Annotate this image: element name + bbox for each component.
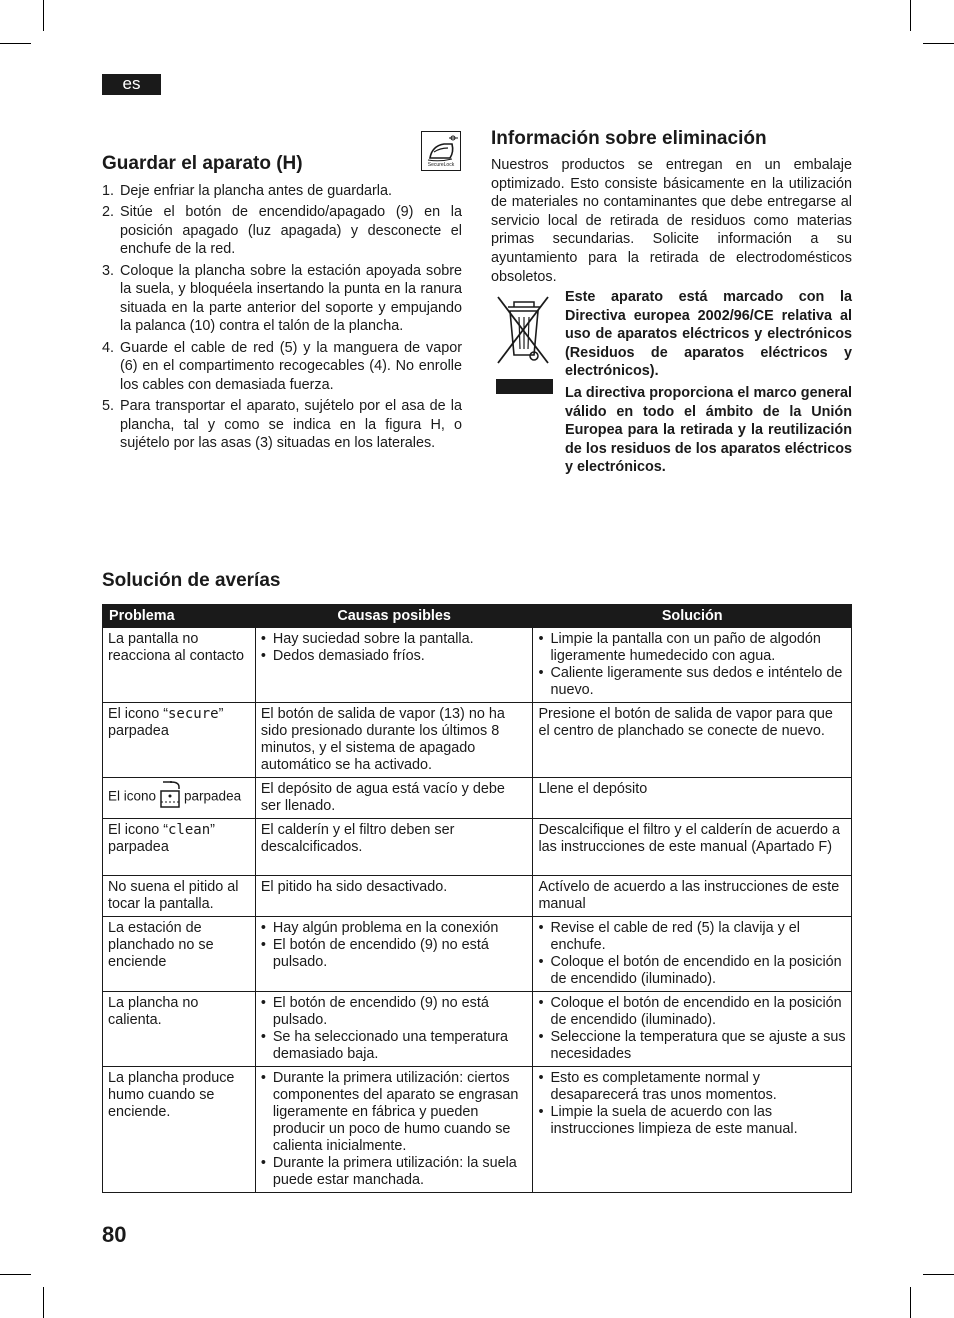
list-item: • Revise el cable de red (5) la clavija y el enchufe. bbox=[538, 920, 846, 954]
cell-problema bbox=[103, 819, 256, 876]
table-row bbox=[103, 703, 852, 778]
language-tab: es bbox=[102, 74, 161, 95]
solution-text: Presione el botón de salida de vapor para que el centro de planchado se conecte de nuevo. bbox=[538, 706, 833, 739]
crop-mark bbox=[910, 0, 911, 31]
list-item: • Durante la primera utilización: ciertos componentes del aparato se engrasan ligeramente en fábrica y pueden producir un poco de humo cuando se calienta inicialmente. bbox=[261, 1070, 528, 1155]
list-item bbox=[102, 339, 462, 395]
problem-text: No suena el pitido al tocar la pantalla. bbox=[108, 879, 239, 912]
crossed-out-wheelie-bin-icon bbox=[494, 291, 554, 396]
cell-causas bbox=[255, 992, 533, 1067]
table-row bbox=[103, 628, 852, 703]
cell-solucion bbox=[533, 1067, 852, 1193]
step-number: 2. bbox=[102, 204, 115, 221]
step-text: Para transportar el aparato, sujételo por el asa de la plancha, tal y como se indica en la figura H, o sujételo por las asas (3) situadas en los laterales. bbox=[120, 397, 462, 452]
step-number: 1. bbox=[102, 183, 115, 199]
cell-solucion bbox=[533, 992, 852, 1067]
table-row bbox=[103, 819, 852, 876]
list-item bbox=[102, 182, 462, 201]
table-header-row bbox=[103, 605, 852, 628]
cell-solucion bbox=[533, 703, 852, 778]
problem-text: ” parpadea bbox=[108, 706, 224, 739]
eliminacion-bold-1: Este aparato está marcado con la Directiva europea 2002/96/CE relativa al uso de aparatos eléctricos y electrónicos (Residuos de aparatos eléctricos y electrónicos). bbox=[565, 289, 852, 380]
secure-lock-iron-icon bbox=[421, 131, 461, 171]
cell-problema bbox=[103, 876, 256, 917]
bullet-list bbox=[261, 1070, 528, 1189]
cell-solucion bbox=[533, 819, 852, 876]
solution-text: Llene el depósito bbox=[538, 781, 648, 797]
list-item: • Dedos demasiado fríos. bbox=[261, 648, 528, 665]
eliminacion-bold-2: La directiva proporciona el marco general válido en todo el ámbito de la Unión Europea para la retirada y la reutilización de los residuos de los aparatos eléctricos y electrónicos. bbox=[565, 385, 852, 476]
secure-lock-label: SecureLock bbox=[427, 162, 455, 168]
list-item: • Hay algún problema en la conexión bbox=[261, 920, 528, 937]
header-causas: Causas posibles bbox=[255, 605, 533, 628]
guardar-steps bbox=[102, 182, 462, 455]
step-text: Guarde el cable de red (5) y la manguera de vapor (6) en el compartimento recogecables (4). No enrolle los cables con demasiada fuerza. bbox=[120, 339, 462, 393]
cell-problema bbox=[103, 778, 256, 819]
cell-causas bbox=[255, 703, 533, 778]
problem-text: El icono “ bbox=[108, 706, 168, 722]
cell-problema bbox=[103, 1067, 256, 1193]
troubleshooting-table bbox=[102, 604, 852, 1193]
step-text: Deje enfriar la plancha antes de guardarla. bbox=[120, 183, 392, 199]
header-solucion: Solución bbox=[533, 605, 852, 628]
crop-mark bbox=[923, 43, 954, 44]
bullet-list bbox=[261, 631, 528, 665]
table-row bbox=[103, 1067, 852, 1193]
table-row bbox=[103, 992, 852, 1067]
problem-text: ” parpadea bbox=[108, 822, 215, 855]
cause-text: El calderín y el filtro deben ser descalcificados. bbox=[260, 822, 455, 855]
cell-problema bbox=[103, 992, 256, 1067]
list-item: • El botón de encendido (9) no está pulsado. bbox=[261, 937, 528, 971]
page-number: 80 bbox=[102, 1222, 127, 1247]
step-number: 3. bbox=[102, 262, 115, 279]
cell-causas bbox=[255, 917, 533, 992]
list-item: • El botón de encendido (9) no está pulsado. bbox=[261, 995, 528, 1029]
table-row bbox=[103, 917, 852, 992]
cell-causas bbox=[255, 628, 533, 703]
problem-text: La estación de planchado no se enciende bbox=[108, 920, 214, 970]
solution-text: Descalcifique el filtro y el calderín de acuerdo a las instrucciones de este manual (Apartado F) bbox=[538, 822, 841, 855]
cell-causas bbox=[255, 778, 533, 819]
problem-text: La pantalla no reacciona al contacto bbox=[108, 631, 244, 664]
cause-text: El botón de salida de vapor (13) no ha sido presionado durante los últimos 8 minutos, y el sistema de apagado automático se ha activado. bbox=[260, 706, 505, 773]
list-item: • Caliente ligeramente sus dedos e inténtelo de nuevo. bbox=[538, 665, 846, 699]
problem-text: La plancha no calienta. bbox=[108, 995, 199, 1028]
list-item: • Limpie la suela de acuerdo con las instrucciones limpieza de este manual. bbox=[538, 1104, 846, 1138]
display-code: secure bbox=[168, 706, 219, 722]
list-item: • Se ha seleccionado una temperatura demasiado baja. bbox=[261, 1029, 528, 1063]
cause-text: El pitido ha sido desactivado. bbox=[260, 879, 448, 895]
list-item: • Esto es completamente normal y desaparecerá tras unos momentos. bbox=[538, 1070, 846, 1104]
crop-mark bbox=[923, 1274, 954, 1275]
table-row bbox=[103, 876, 852, 917]
solution-text: Actívelo de acuerdo a las instrucciones de este manual bbox=[538, 879, 840, 912]
cell-causas bbox=[255, 876, 533, 917]
cell-causas bbox=[255, 819, 533, 876]
cell-problema bbox=[103, 628, 256, 703]
cell-problema bbox=[103, 917, 256, 992]
cell-solucion bbox=[533, 876, 852, 917]
step-text: Coloque la plancha sobre la estación apoyada sobre la suela, y bloquéela insertando la punta en la ranura situada en la parte anterior del soporte y empujando la palanca (10) contra el talón de la plancha. bbox=[120, 262, 462, 335]
list-item: • Seleccione la temperatura que se ajuste a sus necesidades bbox=[538, 1029, 846, 1063]
eliminacion-title: Información sobre eliminación bbox=[491, 128, 767, 149]
display-code: clean bbox=[168, 822, 211, 838]
problem-text: El icono “ bbox=[108, 822, 168, 838]
averias-title: Solución de averías bbox=[102, 570, 281, 591]
step-number: 5. bbox=[102, 397, 115, 414]
list-item bbox=[102, 262, 462, 336]
cell-solucion bbox=[533, 917, 852, 992]
table-row bbox=[103, 778, 852, 819]
problem-text: El icono bbox=[108, 788, 157, 804]
list-item: • Durante la primera utilización: la suela puede estar manchada. bbox=[261, 1155, 528, 1189]
cell-solucion bbox=[533, 628, 852, 703]
list-item: • Limpie la pantalla con un paño de algodón ligeramente humedecido con agua. bbox=[538, 631, 846, 665]
bullet-list bbox=[261, 995, 528, 1063]
list-item: • Coloque el botón de encendido en la posición de encendido (iluminado). bbox=[538, 954, 846, 988]
problem-text: parpadea bbox=[184, 788, 242, 804]
list-item bbox=[102, 397, 462, 453]
list-item: • Hay suciedad sobre la pantalla. bbox=[261, 631, 528, 648]
bullet-list bbox=[261, 920, 528, 971]
cell-solucion bbox=[533, 778, 852, 819]
guardar-title: Guardar el aparato (H) bbox=[102, 153, 303, 174]
eliminacion-intro: Nuestros productos se entregan en un embalaje optimizado. Esto consiste básicamente en la utilización de materiales no contaminantes que debe entregarse al servicio local de retirada de residuos como materias primas secundarias. Solicite información a su ayuntamiento para la retirada de electrodomésticos obsoletos. bbox=[491, 157, 852, 285]
step-number: 4. bbox=[102, 339, 115, 356]
cause-text: El depósito de agua está vacío y debe ser llenado. bbox=[260, 781, 505, 814]
step-text: Sitúe el botón de encendido/apagado (9) en la posición apagado (luz apagada) y desconecte el enchufe de la red. bbox=[120, 204, 462, 258]
list-item: • Coloque el botón de encendido en la posición de encendido (iluminado). bbox=[538, 995, 846, 1029]
header-problema: Problema bbox=[103, 605, 256, 628]
water-tank-icon bbox=[159, 781, 181, 813]
cell-causas bbox=[255, 1067, 533, 1193]
crop-mark bbox=[0, 1274, 31, 1275]
bullet-list bbox=[538, 995, 846, 1063]
list-item bbox=[102, 203, 462, 259]
bullet-list bbox=[538, 1070, 846, 1138]
problem-text: La plancha produce humo cuando se enciende. bbox=[108, 1070, 235, 1120]
crop-mark bbox=[910, 1287, 911, 1318]
bullet-list bbox=[538, 631, 846, 699]
crop-mark bbox=[43, 0, 44, 31]
crop-mark bbox=[0, 43, 31, 44]
crop-mark bbox=[43, 1287, 44, 1318]
bullet-list bbox=[538, 920, 846, 988]
cell-problema bbox=[103, 703, 256, 778]
